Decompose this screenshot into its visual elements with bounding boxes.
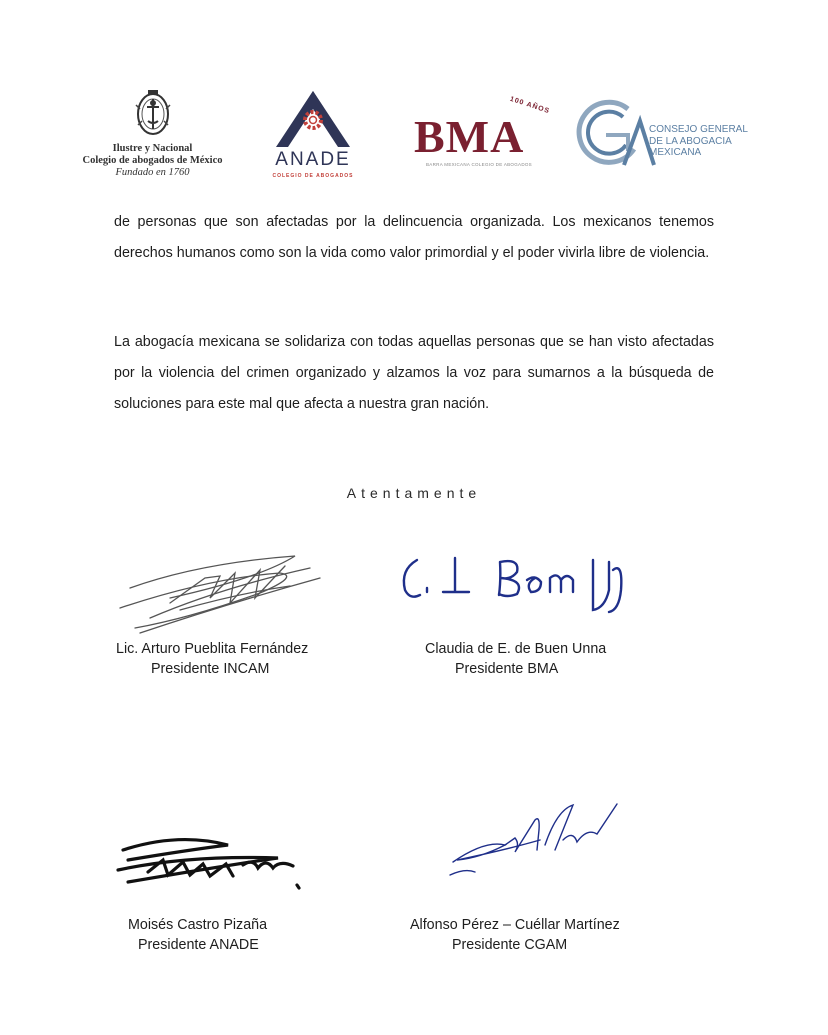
incam-line2: Colegio de abogados de México xyxy=(82,155,223,166)
anade-logo-name: ANADE xyxy=(275,149,351,170)
cgam-line1: CONSEJO GENERAL xyxy=(649,124,748,135)
anade-logo-subtitle: COLEGIO DE ABOGADOS xyxy=(272,173,354,179)
signatory-1-title: Presidente INCAM xyxy=(151,661,270,677)
signatory-4-title: Presidente CGAM xyxy=(452,937,568,953)
signatory-2-title: Presidente BMA xyxy=(455,661,559,677)
signatory-3-name: Moisés Castro Pizaña xyxy=(128,917,268,933)
signature-pueblita xyxy=(110,548,330,638)
incam-seal-logo xyxy=(128,85,178,143)
signature-perezcuellar xyxy=(445,800,625,885)
body-paragraph-1: de personas que son afectadas por la delincuencia organizada. Los mexicanos tenemos derechos humanos como son la vida como valor primordial y el poder vivirla libre de violencia. xyxy=(114,214,714,261)
signatory-2-name: Claudia de E. de Buen Unna xyxy=(425,641,607,657)
bma-logo-name: BMA xyxy=(414,111,525,162)
cgam-monogram-logo xyxy=(576,95,656,175)
bma-logo-subtitle: BARRA MEXICANA COLEGIO DE ABOGADOS xyxy=(426,162,532,167)
incam-line3: Fundado en 1760 xyxy=(115,167,190,178)
signatory-3-title: Presidente ANADE xyxy=(138,937,259,953)
closing-salutation: Atentamente xyxy=(346,485,482,501)
anade-triangle-logo xyxy=(272,87,354,149)
signatory-4-name: Alfonso Pérez – Cuéllar Martínez xyxy=(410,917,620,933)
signatory-1-name: Lic. Arturo Pueblita Fernández xyxy=(116,641,309,657)
signature-castro xyxy=(108,830,308,895)
incam-line1: Ilustre y Nacional xyxy=(112,143,193,154)
body-paragraph-2: La abogacía mexicana se solidariza con todas aquellas personas que se han visto afectadas por la violencia del crimen organizado y alzamos la voz para sumarnos a la búsqueda de soluciones para este mal que afecta a nuestra gran nación. xyxy=(114,334,714,412)
signature-debuen xyxy=(395,550,635,620)
cgam-logo-text xyxy=(649,124,748,159)
cgam-line2: DE LA ABOGACIA xyxy=(649,135,732,147)
incam-logo-text xyxy=(80,143,225,179)
bma-logo-anniversary: 100 AÑOS xyxy=(508,95,551,116)
cgam-line3: MEXICANA xyxy=(649,147,702,158)
